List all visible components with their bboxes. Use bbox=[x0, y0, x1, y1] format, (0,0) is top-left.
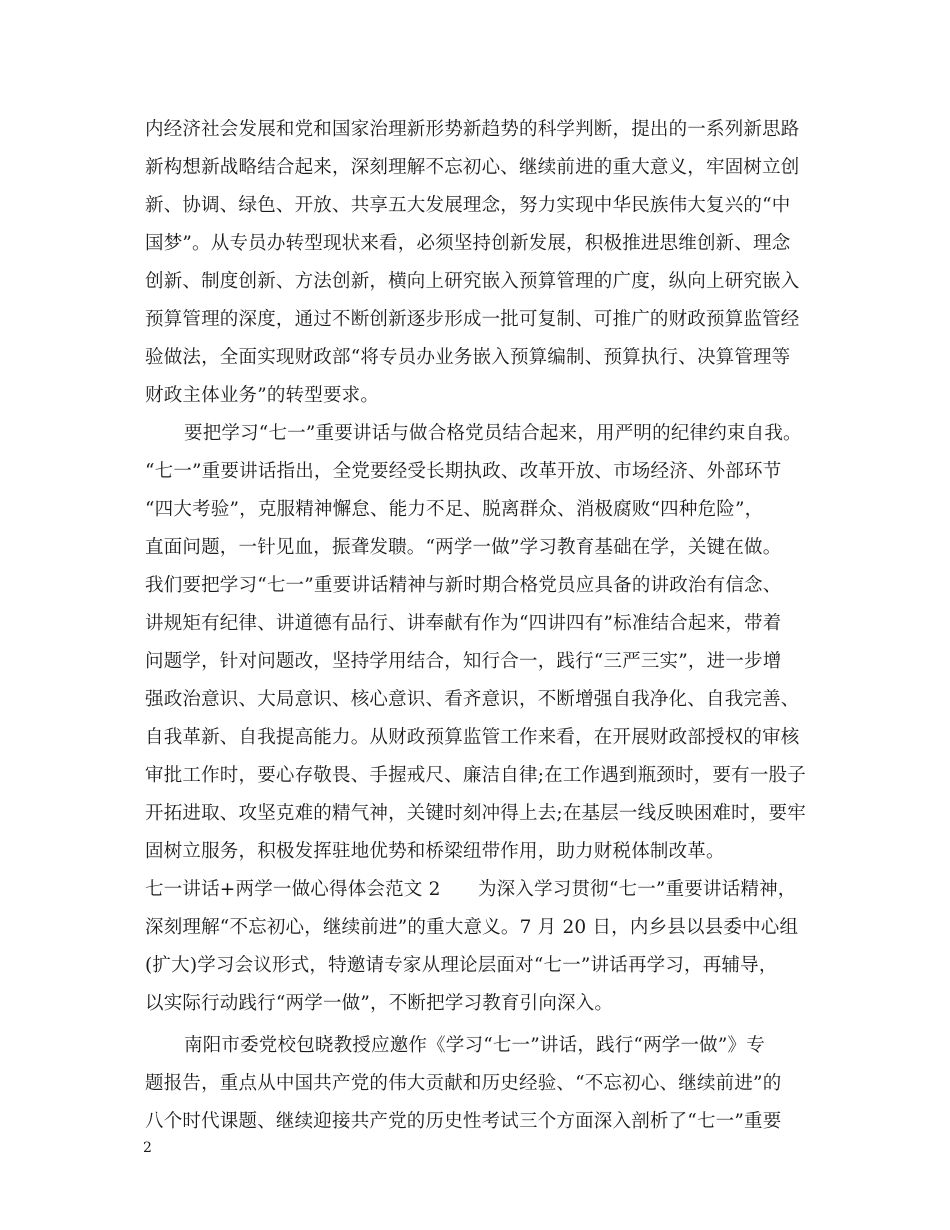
text-line: 预算管理的深度，通过不断创新逐步形成一批可复制、可推广的财政预算监管经 bbox=[145, 309, 800, 330]
text-line: 题报告，重点从中国共产党的伟大贡献和历史经验、“不忘初心、继续前进”的 bbox=[145, 1073, 782, 1094]
text-line: 开拓进取、攻坚克难的精气神，关键时刻冲得上去;在基层一线反映困难时，要牢 bbox=[145, 803, 806, 824]
text-line: 强政治意识、大局意识、核心意识、看齐意识，不断增强自我净化、自我完善、 bbox=[145, 689, 800, 710]
text-line: 审批工作时，要心存敬畏、手握戒尺、廉洁自律;在工作遇到瓶颈时，要有一股子 bbox=[145, 765, 806, 786]
text-line: 以实际行动践行“两学一做”，不断把学习教育引向深入。 bbox=[145, 993, 614, 1014]
text-line: 验做法，全面实现财政部“将专员办业务嵌入预算编制、预算执行、决算管理等 bbox=[145, 347, 791, 368]
text-line: 固树立服务，积极发挥驻地优势和桥梁纽带作用，助力财税体制改革。 bbox=[145, 841, 725, 862]
text-line: 内经济社会发展和党和国家治理新形势新趋势的科学判断，提出的一系列新思路 bbox=[145, 119, 800, 140]
text-line: 自我革新、自我提高能力。从财政预算监管工作来看，在开展财政部授权的审核 bbox=[145, 727, 800, 748]
text-line: “七一”重要讲话指出，全党要经受长期执政、改革开放、市场经济、外部环节 bbox=[145, 461, 782, 482]
text-line: (扩大)学习会议形式，特邀请专家从理论层面对“七一”讲话再学习，再辅导， bbox=[145, 955, 778, 976]
text-line: 我们要把学习“七一”重要讲话精神与新时期合格党员应具备的讲政治有信念、 bbox=[145, 575, 782, 596]
text-line: 八个时代课题、继续迎接共产党的历史性考试三个方面深入剖析了“七一”重要 bbox=[145, 1111, 782, 1132]
text-line: 深刻理解“不忘初心，继续前进”的重大意义。7 月 20 日，内乡县以县委中心组 bbox=[145, 917, 799, 938]
text-line: 创新、制度创新、方法创新，横向上研究嵌入预算管理的广度，纵向上研究嵌入 bbox=[145, 271, 800, 292]
text-line: “四大考验”，克服精神懈怠、能力不足、脱离群众、消极腐败“四种危险”， bbox=[145, 499, 764, 520]
text-line: 直面问题，一针见血，振聋发聩。“两学一做”学习教育基础在学，关键在做。 bbox=[145, 537, 782, 558]
text-line: 新、协调、绿色、开放、共享五大发展理念，努力实现中华民族伟大复兴的“中 bbox=[145, 195, 791, 216]
text-line: 新构想新战略结合起来，深刻理解不忘初心、继续前进的重大意义，牢固树立创 bbox=[145, 157, 800, 178]
text-line: 问题学，针对问题改，坚持学用结合，知行合一，践行“三严三实”，进一步增 bbox=[145, 651, 782, 672]
text-line: 财政主体业务”的转型要求。 bbox=[145, 385, 380, 406]
page-number: 2 bbox=[143, 1140, 152, 1156]
paragraph-start-line: 要把学习“七一”重要讲话与做合格党员结合起来，用严明的纪律约束自我。 bbox=[184, 423, 802, 444]
paragraph-start-line: 南阳市委党校包晓教授应邀作《学习“七一”讲话，践行“两学一做”》专 bbox=[184, 1035, 765, 1056]
text-line: 国梦”。从专员办转型现状来看，必须坚持创新发展，积极推进思维创新、理念 bbox=[145, 233, 791, 254]
text-line: 讲规矩有纪律、讲道德有品行、讲奉献有作为“四讲四有”标准结合起来，带着 bbox=[145, 613, 782, 634]
section-heading-line: 七一讲话+两学一做心得体会范文 2 为深入学习贯彻“七一”重要讲话精神， bbox=[145, 879, 797, 900]
